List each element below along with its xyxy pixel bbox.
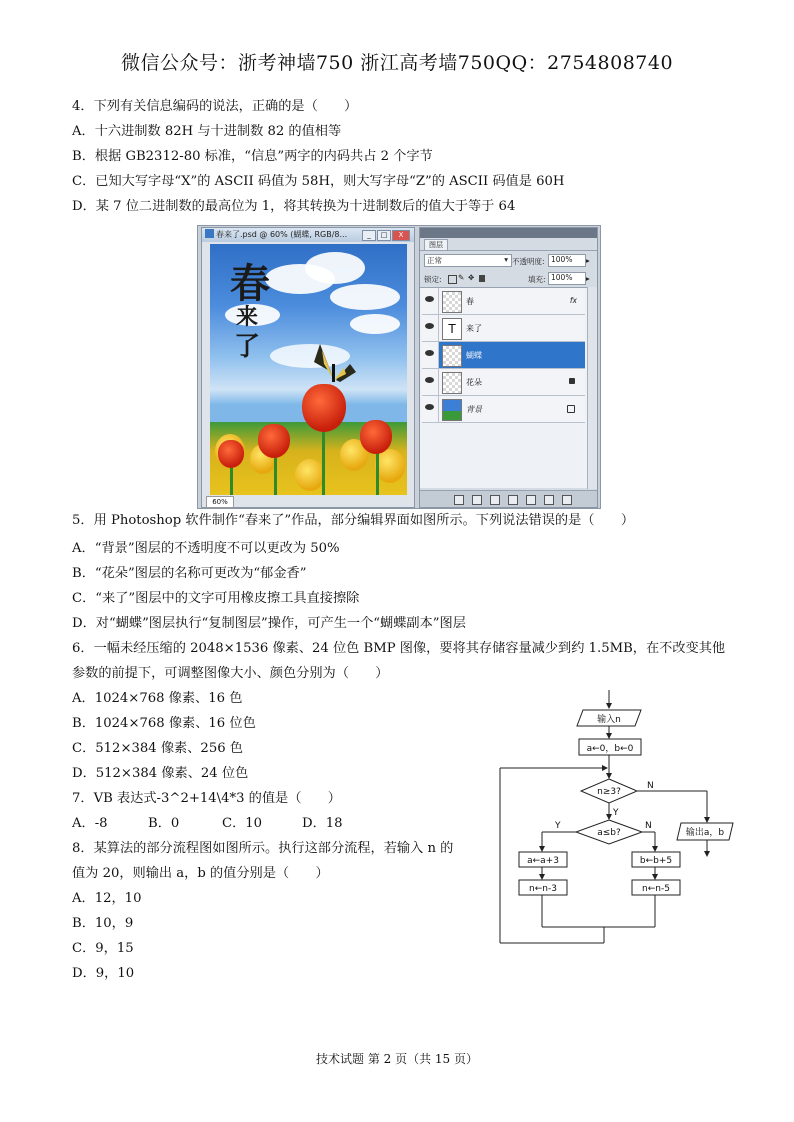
- flow-cond2-yes-label: Y: [555, 821, 561, 831]
- q5-stem: 5．用 Photoshop 软件制作“春来了”作品，部分编辑界面如图所示。下列说法错误的是（ ）: [72, 513, 635, 528]
- q6-option-c: C．512×384 像素、256 色: [72, 741, 243, 756]
- q5-option-a: A．“背景”图层的不透明度不可以更改为 50%: [72, 541, 340, 556]
- art-text-le: 了: [234, 332, 261, 362]
- q7-stem: 7．VB 表达式-3^2+14\4*3 的值是（ ）: [72, 791, 341, 806]
- butterfly-graphic: [310, 340, 358, 386]
- document-window: [201, 227, 415, 508]
- opacity-label: 不透明度:: [512, 257, 545, 266]
- q8-stem-line1: 8．某算法的部分流程图如图所示。执行这部分流程，若输入 n 的: [72, 841, 454, 856]
- adjustment-icon[interactable]: [508, 495, 518, 505]
- opacity-arrow-icon[interactable]: ▸: [586, 256, 590, 265]
- lock-transparent-icon[interactable]: [448, 275, 457, 284]
- layer-row-huaduo[interactable]: [422, 369, 585, 396]
- q5-option-c: C．“来了”图层中的文字可用橡皮擦工具直接擦除: [72, 591, 360, 606]
- q4-option-c: C．已知大写字母“X”的 ASCII 码值为 58H，则大写字母“Z”的 ASCII 码值是 60H: [72, 174, 565, 189]
- q4-option-b: B．根据 GB2312-80 标准，“信息”两字的内码共占 2 个字节: [72, 149, 433, 164]
- chevron-down-icon: ▾: [504, 255, 508, 264]
- q8-option-c: C．9，15: [72, 941, 134, 956]
- panel-title-bar: [420, 228, 597, 238]
- document-title: 春来了.psd @ 60% (蝴蝶, RGB/8...: [216, 230, 348, 239]
- flow-right2-text: n←n-5: [642, 884, 670, 894]
- page-footer: 技术试题 第 2 页（共 15 页）: [316, 1052, 478, 1066]
- trash-icon[interactable]: [562, 495, 572, 505]
- q8-option-d: D．9，10: [72, 966, 135, 981]
- art-text-lai: 来: [236, 304, 259, 330]
- panel-bottom-toolbar: [420, 490, 597, 507]
- layers-list: [420, 287, 587, 488]
- flow-cond1-yes-label: Y: [613, 808, 619, 818]
- lock-label: 锁定:: [424, 275, 442, 284]
- fill-input[interactable]: 100%: [548, 272, 586, 285]
- q6-stem-line1: 6．一幅未经压缩的 2048×1536 像素、24 位色 BMP 图像，要将其存储容量减少到约 1.5MB，在不改变其他: [72, 641, 726, 656]
- layer-name: 花朵: [466, 378, 482, 387]
- layer-name: 春: [466, 297, 474, 306]
- fx-icon[interactable]: fx: [569, 296, 577, 305]
- q7-option-d: D．18: [302, 816, 343, 831]
- mask-icon[interactable]: [490, 495, 500, 505]
- tab-layers[interactable]: 图层: [424, 239, 448, 251]
- flow-left1-text: a←a+3: [527, 856, 559, 866]
- q8-option-a: A．12，10: [72, 891, 142, 906]
- q6-option-b: B．1024×768 像素、16 位色: [72, 716, 256, 731]
- q6-stem-line2: 参数的前提下，可调整图像大小、颜色分别为（ ）: [72, 666, 389, 681]
- q5-option-b: B．“花朵”图层的名称可更改为“郁金香”: [72, 566, 307, 581]
- blend-mode-select[interactable]: 正常 ▾: [424, 254, 512, 267]
- q5-option-d: D．对“蝴蝶”图层执行“复制图层”操作，可产生一个“蝴蝶副本”图层: [72, 616, 466, 631]
- flow-cond1-text: n≥3?: [597, 787, 621, 797]
- layer-row-chun[interactable]: [422, 288, 585, 315]
- zoom-level[interactable]: 60%: [206, 496, 234, 508]
- lock-icon: [569, 378, 575, 384]
- q7-option-c: C．10: [222, 816, 263, 831]
- flow-cond2-text: a≤b?: [597, 828, 621, 838]
- q7-option-a: A．-8: [72, 816, 108, 831]
- red-tulip: [302, 384, 346, 432]
- maximize-button[interactable]: □: [377, 230, 391, 241]
- scrollbar[interactable]: [587, 287, 597, 489]
- layers-panel: [419, 227, 598, 508]
- layer-name: 蝴蝶: [466, 351, 482, 360]
- q6-option-d: D．512×384 像素、24 位色: [72, 766, 249, 781]
- flow-right1-text: b←b+5: [639, 856, 673, 866]
- q8-option-b: B．10，9: [72, 916, 134, 931]
- visibility-eye-icon[interactable]: [425, 377, 434, 383]
- layer-thumbnail: [442, 345, 462, 367]
- link-layers-icon[interactable]: [454, 495, 464, 505]
- layer-thumbnail: [442, 372, 462, 394]
- group-folder-icon[interactable]: [526, 495, 536, 505]
- layer-row-laile[interactable]: [422, 315, 585, 342]
- photoshop-screenshot: [197, 225, 601, 509]
- lock-brush-icon[interactable]: ✎: [458, 273, 465, 282]
- lock-all-icon[interactable]: [479, 275, 485, 282]
- fill-label: 填充:: [528, 275, 546, 284]
- page-header: 微信公众号：浙考神墙750 浙江高考墙750QQ：2754808740: [120, 52, 674, 74]
- lock-move-icon[interactable]: ✥: [468, 273, 475, 282]
- fill-arrow-icon[interactable]: ▸: [586, 274, 590, 283]
- art-text-chun: 春: [230, 260, 270, 307]
- q4-option-d: D．某 7 位二进制数的最高位为 1，将其转换为十进制数后的值大于等于 64: [72, 199, 516, 214]
- opacity-input[interactable]: 100%: [548, 254, 586, 267]
- fx-button-icon[interactable]: [472, 495, 482, 505]
- visibility-eye-icon[interactable]: [425, 404, 434, 410]
- flow-left2-text: n←n-3: [529, 884, 557, 894]
- layer-row-beijing[interactable]: [422, 396, 585, 423]
- algorithm-flowchart: [497, 690, 737, 950]
- q4-option-a: A．十六进制数 82H 与十进制数 82 的值相等: [72, 124, 342, 139]
- visibility-eye-icon[interactable]: [425, 323, 434, 329]
- layer-thumbnail: [442, 291, 462, 313]
- minimize-button[interactable]: _: [362, 230, 376, 241]
- ps-icon: [205, 229, 214, 238]
- flow-init-text: a←0，b←0: [586, 744, 634, 754]
- visibility-eye-icon[interactable]: [425, 296, 434, 302]
- background-thumbnail: [442, 399, 462, 421]
- flow-cond2-no-label: N: [645, 821, 652, 831]
- close-button[interactable]: X: [392, 230, 410, 241]
- q4-stem: 4．下列有关信息编码的说法，正确的是（ ）: [72, 99, 358, 114]
- q8-stem-line2: 值为 20，则输出 a，b 的值分别是（ ）: [72, 866, 329, 881]
- flow-input-text: 输入n: [597, 715, 621, 725]
- text-layer-thumbnail: T: [442, 318, 462, 340]
- q6-option-a: A．1024×768 像素、16 色: [72, 691, 243, 706]
- new-layer-icon[interactable]: [544, 495, 554, 505]
- q7-option-b: B．0: [148, 816, 180, 831]
- image-canvas: [210, 244, 407, 495]
- lock-icon: [567, 405, 575, 413]
- layer-name: 背景: [466, 405, 482, 414]
- layer-row-hudie[interactable]: [422, 342, 585, 369]
- flow-cond1-no-label: N: [647, 781, 654, 791]
- layer-name: 来了: [466, 324, 482, 333]
- visibility-eye-icon[interactable]: [425, 350, 434, 356]
- flow-output-text: 输出a，b: [685, 828, 725, 838]
